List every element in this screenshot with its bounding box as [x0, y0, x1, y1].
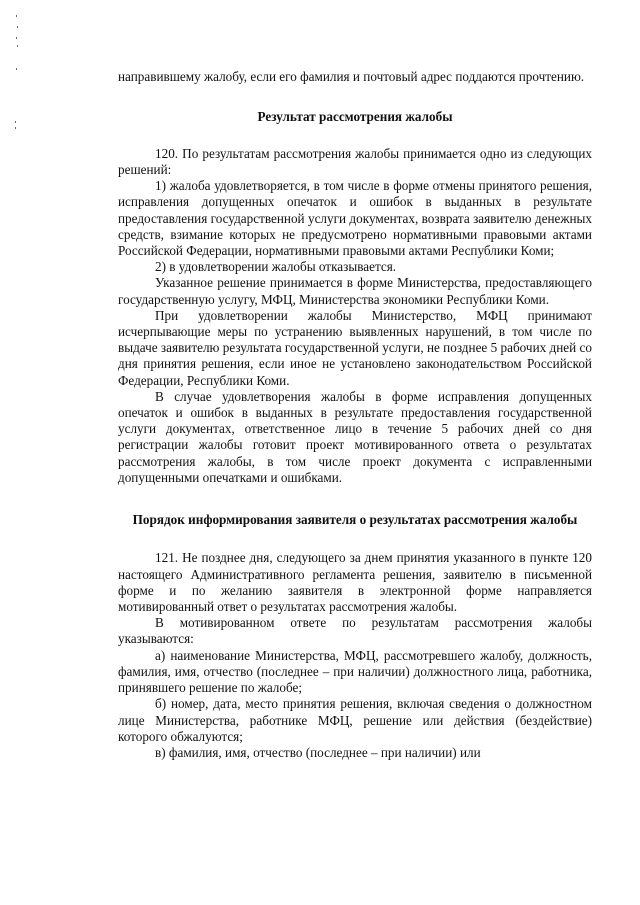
section-heading-inform: Порядок информирования заявителя о результатах рассмотрения жалобы: [132, 511, 578, 527]
scan-speck: [16, 37, 17, 39]
paragraph-120-item-2: 2) в удовлетворении жалобы отказывается.: [155, 259, 397, 275]
scan-speck: [17, 26, 18, 28]
scan-speck: [15, 127, 16, 129]
scan-speck: [15, 121, 16, 123]
scan-speck: [16, 68, 17, 70]
scan-artifacts: [0, 0, 30, 905]
paragraph-continuation: направившему жалобу, если его фамилия и почтовый адрес поддаются прочтению.: [118, 69, 585, 84]
scan-speck: [17, 45, 18, 47]
paragraph-120-measures: При удовлетворении жалобы Министерство, МФЦ принимают исчерпывающие меры по устранению выявленных нарушений, в том числе по выдаче заявителю результата государственной услуги, не позднее 5 рабочих дней со дня принятия решения, если иное не установлено законодательством Российской Федерации, Республики Коми.: [118, 307, 592, 388]
document-body: [118, 69, 592, 761]
section-heading-result: Результат рассмотрения жалобы: [257, 109, 453, 125]
paragraph-121-item-a: а) наименование Министерства, МФЦ, рассмотревшего жалобу, должность, фамилия, имя, отчество (последнее – при наличии) должностного лица, работника, принявшего решение по жалобе;: [118, 647, 592, 696]
paragraph-120-errors: В случае удовлетворения жалобы в форме исправления допущенных опечаток и ошибок в выданных в результате предоставления государственной услуги документах, ответственное лицо в течение 5 рабочих дней со дня регистрации жалобы готовит проект мотивированного ответа о результатах рассмотрения жалобы, в том числе проект документа с исправленными допущенными опечатками и ошибками.: [118, 388, 592, 485]
paragraph-120-item-1: 1) жалоба удовлетворяется, в том числе в форме отмены принятого решения, исправления допущенных опечаток и ошибок в выданных в результате предоставления государственной услуги документах, возврата заявителю денежных средств, взимание которых не предусмотрено нормативными правовыми актами Российской Федерации, нормативными правовыми актами Республики Коми;: [118, 178, 592, 258]
paragraph-121-item-c: в) фамилия, имя, отчество (последнее – при наличии) или: [155, 744, 481, 760]
paragraph-121-list-intro: В мотивированном ответе по результатам рассмотрения жалобы указываются:: [118, 615, 592, 647]
paragraph-121-item-b: б) номер, дата, место принятия решения, включая сведения о должностном лице Министерства, работнике МФЦ, решение или действия (бездействие) которого обжалуются;: [118, 696, 592, 744]
paragraph-120-form: Указанное решение принимается в форме Министерства, предоставляющего государственную услугу, МФЦ, Министерства экономики Республики Коми.: [118, 275, 592, 307]
paragraph-120-intro: 120. По результатам рассмотрения жалобы принимается одно из следующих решений:: [118, 145, 592, 177]
scan-speck: [16, 15, 17, 17]
paragraph-121-intro: 121. Не позднее дня, следующего за днем принятия указанного в пункте 120 настоящего Административного регламента решения, заявителю в письменной форме и по желанию заявителя в электронной форме направляется мотивированный ответ о результатах рассмотрения жалобы.: [118, 550, 592, 615]
